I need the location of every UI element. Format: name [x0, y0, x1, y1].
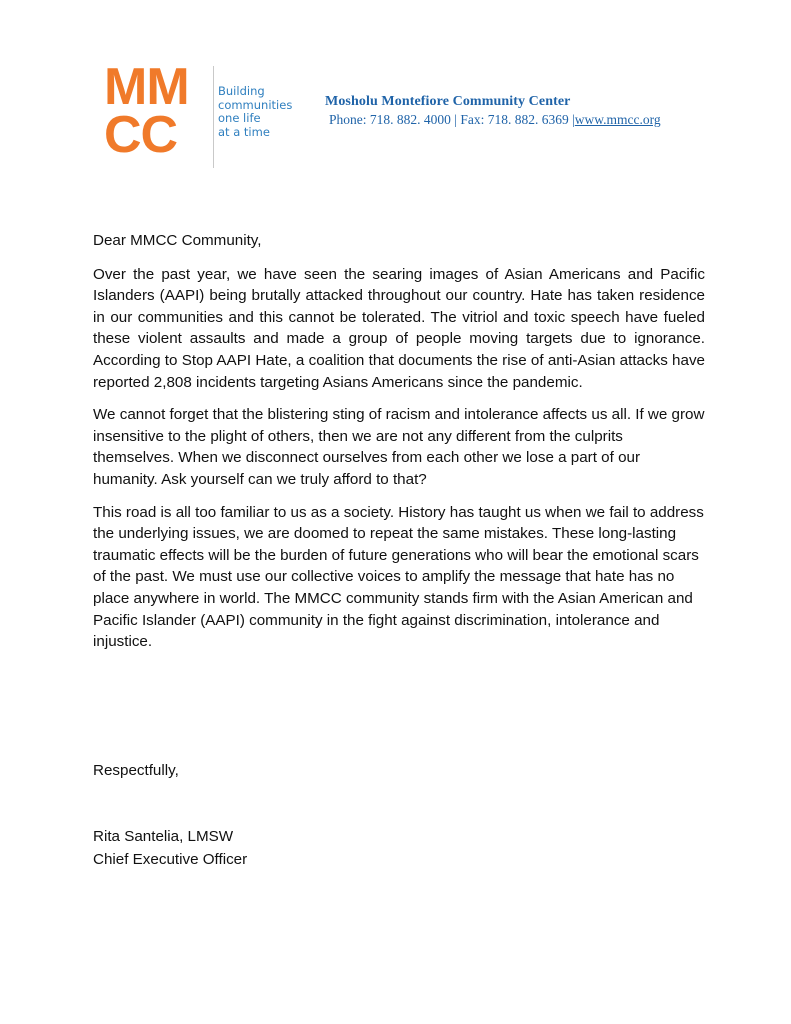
signature-block [93, 825, 247, 871]
logo-tagline [218, 85, 292, 139]
paragraph-1: Over the past year, we have seen the searing images of Asian Americans and Pacific Islanders (AAPI) being brutally attacked throughout our country. Hate has taken residence in our communities and this cannot be tolerated. The vitriol and toxic speech have fueled these violent assaults and made a group of people moving targets due to ignorance. According to Stop AAPI Hate, a coalition that documents the rise of anti-Asian attacks have reported 2,808 incidents targeting Asians Americans since the pandemic. [93, 265, 705, 391]
tagline-line: one life [218, 111, 261, 125]
website-link[interactable]: www.mmcc.org [574, 112, 661, 127]
paragraph-3: This road is all too familiar to us as a society. History has taught us when we fail to address the underlying issues, we are doomed to repeat the same mistakes. These long-lasting traumatic effects will be the burden of future generations who will bear the emotional scars of the past. We must use our collective voices to amplify the message that hate has no place anywhere in world. The MMCC community stands firm with the Asian American and Pacific Islander (AAPI) community in the fight against discrimination, intolerance and injustice. [93, 503, 704, 651]
tagline-line: Building [218, 84, 265, 98]
logo-mark [104, 58, 204, 164]
letter-body [93, 230, 705, 664]
logo-mark-row-top: MM [104, 58, 189, 116]
organization-header [325, 94, 661, 128]
phone-fax: Phone: 718. 882. 4000 | Fax: 718. 882. 6369 | [329, 112, 575, 127]
contact-line [329, 112, 661, 128]
logo-divider [213, 66, 214, 168]
salutation: Dear MMCC Community, [93, 232, 262, 249]
tagline-line: communities [218, 97, 293, 112]
signer-name: Rita Santelia, LMSW [93, 828, 234, 845]
closing: Respectfully, [93, 762, 179, 779]
logo-mark-row-bottom: CC [104, 106, 178, 164]
paragraph-2: We cannot forget that the blistering sting of racism and intolerance affects us all. If we grow insensitive to the plight of others, then we are not any different from the culprits themselves. When we disconnect ourselves from each other we lose a part of our humanity. Ask yourself can we truly afford to that? [93, 406, 705, 488]
organization-name: Mosholu Montefiore Community Center [325, 94, 571, 109]
mmcc-logo [104, 58, 304, 174]
signer-title: Chief Executive Officer [93, 851, 248, 868]
tagline-line: at a time [218, 124, 270, 139]
